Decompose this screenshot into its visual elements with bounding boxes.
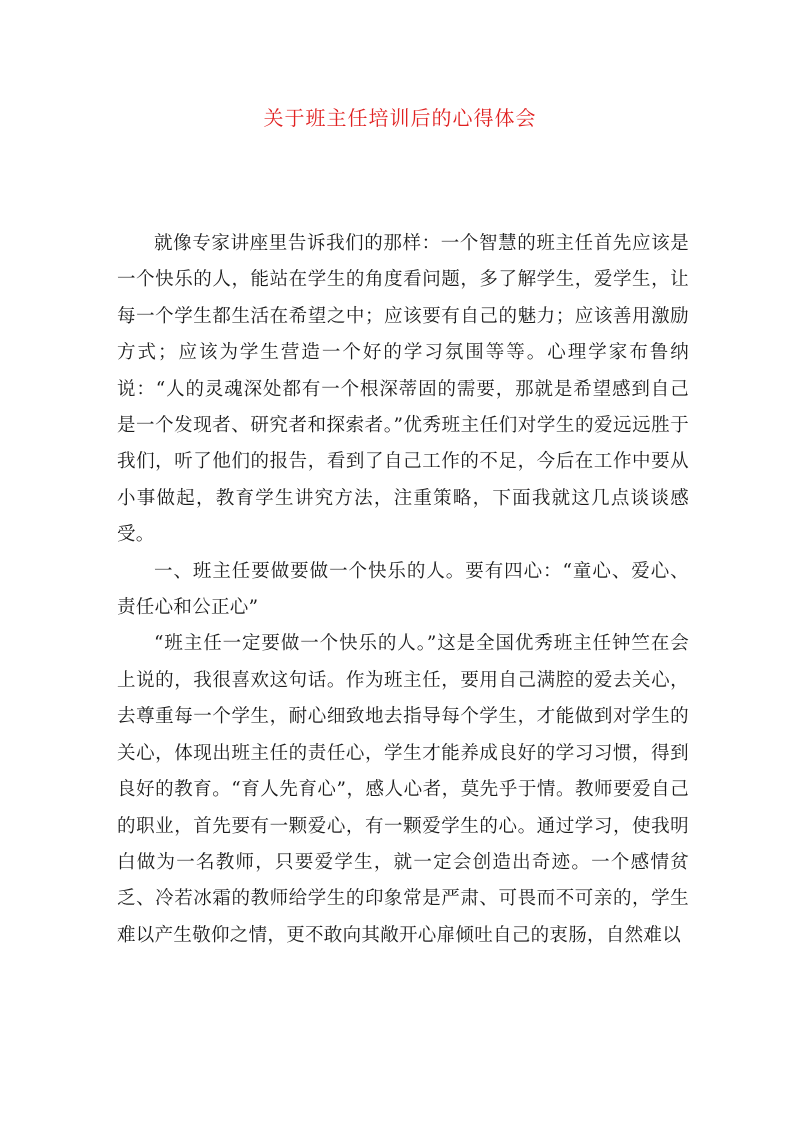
paragraph-section-heading: 一、班主任要做要做一个快乐的人。要有四心：“童心、爱心、责任心和公正心” (117, 560, 689, 619)
document-body (117, 226, 689, 954)
paragraph-intro: 就像专家讲座里告诉我们的那样：一个智慧的班主任首先应该是一个快乐的人，能站在学生的角度看问题，多了解学生，爱学生，让每一个学生都生活在希望之中；应该要有自己的魅力；应该善用激励方式；应该为学生营造一个好的学习氛围等等。心理学家布鲁纳说：“人的灵魂深处都有一个根深蒂固的需要，那就是希望感到自己是一个发现者、研究者和探索者。”优秀班主任们对学生的爱远远胜于我们，听了他们的报告，看到了自己工作的不足，今后在工作中要从小事做起，教育学生讲究方法，注重策略，下面我就这几点谈谈感受。 (117, 233, 689, 546)
document-title: 关于班主任培训后的心得体会 (263, 106, 537, 130)
paragraph-happy-teacher: “班主任一定要做一个快乐的人。”这是全国优秀班主任钟竺在会上说的，我很喜欢这句话。作为班主任，要用自己满腔的爱去关心，去尊重每一个学生，耐心细致地去指导每个学生，才能做到对学生的关心，体现出班主任的责任心，学生才能养成良好的学习习惯，得到良好的教育。“育人先育心”，感人心者，莫先乎于情。教师要爱自己的职业，首先要有一颗爱心，有一颗爱学生的心。通过学习，使我明白做为一名教师，只要爱学生，就一定会创造出奇迹。一个感情贫乏、冷若冰霜的教师给学生的印象常是严肃、可畏而不可亲的，学生难以产生敬仰之情，更不敢向其敞开心扉倾吐自己的衷肠，自然难以 (117, 633, 689, 946)
